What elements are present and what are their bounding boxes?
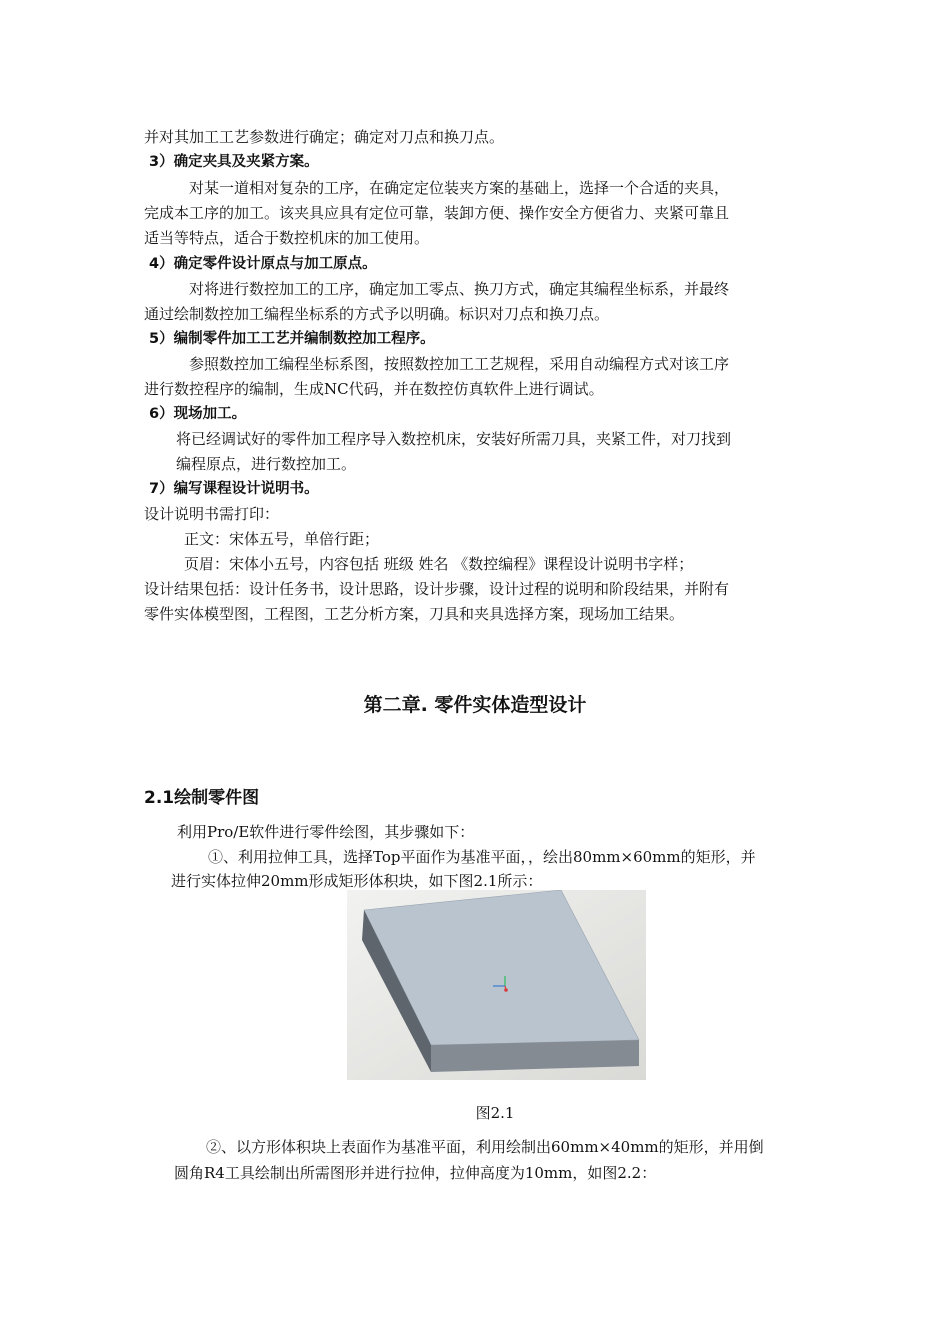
text-line: 并对其加工工艺参数进行确定；确定对刀点和换刀点。 xyxy=(144,128,505,146)
text-line: 设计结果包括：设计任务书，设计思路，设计步骤，设计过程的说明和阶段结果，并附有 xyxy=(144,580,730,598)
figure-rectangular-block xyxy=(347,890,646,1080)
text-line: 正文：宋体五号，单倍行距； xyxy=(184,530,380,548)
step-heading: 5）编制零件加工工艺并编制数控加工程序。 xyxy=(149,331,435,347)
step-heading: 4）确定零件设计原点与加工原点。 xyxy=(149,256,377,272)
text-line: 设计说明书需打印： xyxy=(144,505,280,523)
text-line: 利用Pro/E软件进行零件绘图，其步骤如下： xyxy=(177,823,475,841)
step-heading: 3）确定夹具及夹紧方案。 xyxy=(149,154,319,170)
text-line: ②、以方形体积块上表面作为基准平面，利用绘制出60mm×40mm的矩形，并用倒 xyxy=(206,1138,764,1156)
figure-caption: 图2.1 xyxy=(475,1104,515,1122)
text-line: 通过绘制数控加工编程坐标系的方式予以明确。标识对刀点和换刀点。 xyxy=(144,305,610,323)
step-heading: 6）现场加工。 xyxy=(149,406,247,422)
text-line: 适当等特点，适合于数控机床的加工使用。 xyxy=(144,229,430,247)
section-title: 2.1绘制零件图 xyxy=(144,788,260,808)
text-line: 参照数控加工编程坐标系图，按照数控加工工艺规程，采用自动编程方式对该工序 xyxy=(189,355,730,373)
text-line: 对某一道相对复杂的工序，在确定定位装夹方案的基础上，选择一个合适的夹具， xyxy=(189,179,730,197)
chapter-title: 第二章. 零件实体造型设计 xyxy=(363,694,587,716)
text-line: 进行数控程序的编制，生成NC代码，并在数控仿真软件上进行调试。 xyxy=(144,380,604,398)
text-line: 进行实体拉伸20mm形成矩形体积块，如下图2.1所示： xyxy=(171,872,543,890)
text-line: 编程原点，进行数控加工。 xyxy=(176,455,357,473)
text-line: ①、利用拉伸工具，选择Top平面作为基准平面，，绘出80mm×60mm的矩形，并 xyxy=(208,848,756,866)
text-line: 页眉：宋体小五号，内容包括 班级 姓名 《数控编程》课程设计说明书字样； xyxy=(184,555,694,573)
text-line: 圆角R4工具绘制出所需图形并进行拉伸，拉伸高度为10mm，如图2.2： xyxy=(174,1164,657,1182)
text-line: 对将进行数控加工的工序，确定加工零点、换刀方式，确定其编程坐标系，并最终 xyxy=(189,280,730,298)
text-line: 完成本工序的加工。该夹具应具有定位可靠，装卸方便、操作安全方便省力、夹紧可靠且 xyxy=(144,204,730,222)
text-line: 将已经调试好的零件加工程序导入数控机床，安装好所需刀具，夹紧工件，对刀找到 xyxy=(176,430,732,448)
step-heading: 7）编写课程设计说明书。 xyxy=(149,481,319,497)
text-line: 零件实体模型图，工程图，工艺分析方案，刀具和夹具选择方案，现场加工结果。 xyxy=(144,605,685,623)
